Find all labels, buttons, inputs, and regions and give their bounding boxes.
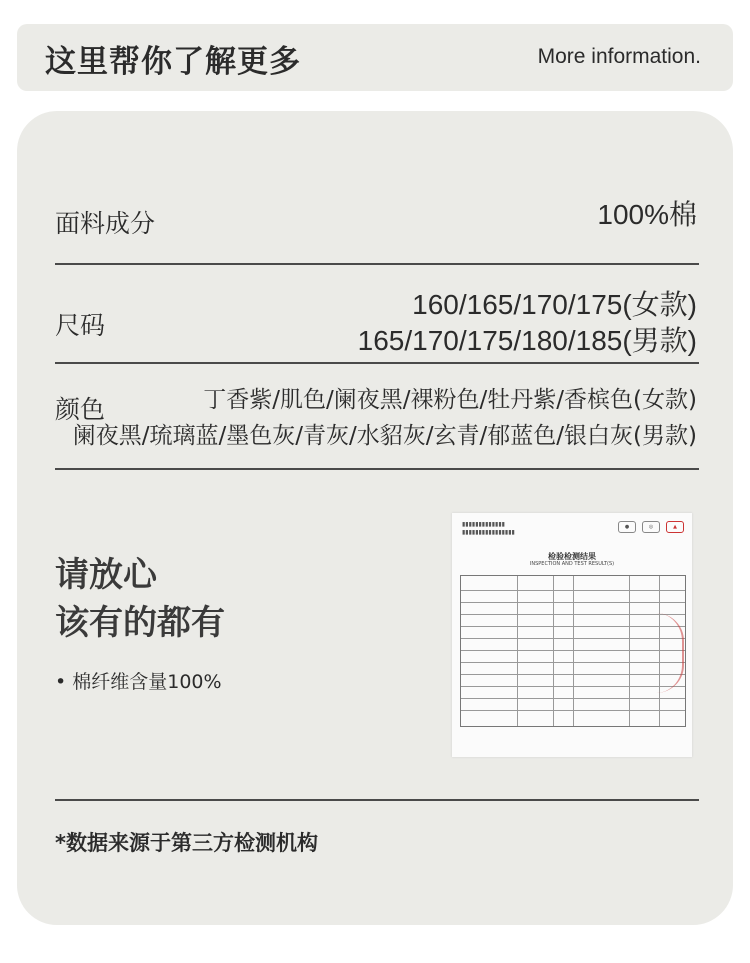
size-value — [358, 287, 697, 359]
size-label: 尺码 — [55, 311, 106, 340]
divider — [55, 263, 699, 265]
cnas-logo-icon: ◎ — [642, 521, 660, 533]
report-table — [460, 575, 686, 727]
assurance-headline — [55, 551, 225, 647]
header-title: 这里帮你了解更多 — [45, 44, 301, 80]
cotton-bullet: • 棉纤维含量100% — [55, 671, 222, 693]
header-subtitle: More information. — [537, 45, 701, 68]
certification-logos — [618, 521, 684, 533]
fabric-label: 面料成分 — [55, 209, 156, 238]
ma-logo-icon: ▲ — [666, 521, 684, 533]
assurance-line-2: 该有的都有 — [55, 603, 225, 643]
color-label: 颜色 — [55, 395, 106, 424]
report-title-en: INSPECTION AND TEST RESULT(S) — [529, 561, 615, 567]
report-title: 检验检测结果 — [548, 552, 596, 561]
badge-icon: ● — [618, 521, 636, 533]
divider — [55, 468, 699, 470]
test-report-image — [452, 513, 692, 757]
fabric-value: 100%棉 — [597, 199, 697, 230]
divider — [55, 799, 699, 801]
color-men: 阑夜黑/琉璃蓝/墨色灰/青灰/水貂灰/玄青/郁蓝色/银白灰(男款) — [72, 423, 697, 449]
color-women: 丁香紫/肌色/阑夜黑/裸粉色/牡丹紫/香槟色(女款) — [203, 387, 697, 413]
color-value — [73, 382, 697, 454]
size-men: 165/170/175/180/185(男款) — [357, 325, 697, 356]
report-header: ▮▮▮▮▮▮▮▮▮▮▮▮▮ ▮▮▮▮▮▮▮▮▮▮▮▮▮▮▮▮ — [462, 521, 515, 536]
divider — [55, 362, 699, 364]
data-source-note: *数据来源于第三方检测机构 — [55, 831, 318, 855]
spec-panel — [17, 111, 733, 925]
size-women: 160/165/170/175(女款) — [412, 289, 697, 320]
assurance-line-1: 请放心 — [55, 555, 157, 595]
info-header — [17, 24, 733, 91]
